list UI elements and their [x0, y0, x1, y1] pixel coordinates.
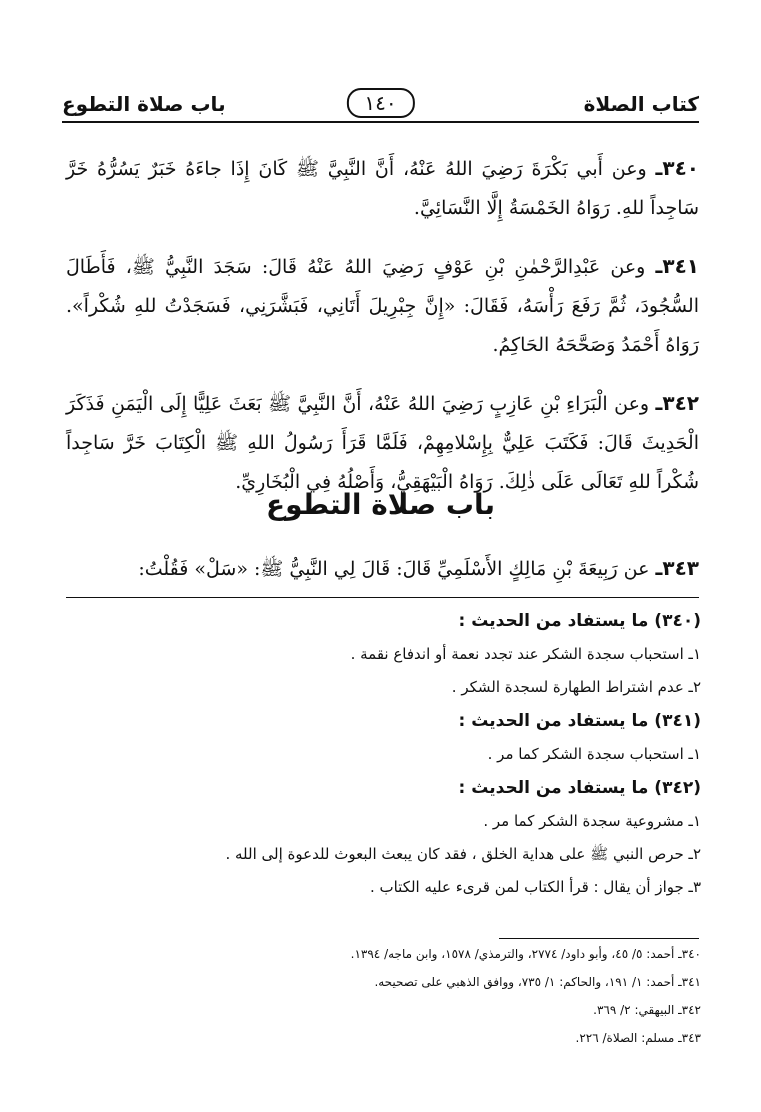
hadith-number: ٣٤٢ـ [655, 391, 699, 415]
benefits-block-342 [66, 771, 701, 904]
hadith-text: عن رَبِيعَةَ بْنِ مَالِكٍ الأَسْلَمِيِّ قَالَ: قَالَ لِي النَّبِيُّ ﷺ: «سَلْ» فَقُلْتُ: [138, 558, 650, 580]
benefits-section [66, 604, 701, 904]
hadith-number: ٣٤١ـ [655, 254, 699, 278]
hadith-number: ٣٤٣ـ [655, 556, 699, 580]
header-divider [62, 121, 699, 123]
benefits-block-341 [66, 704, 701, 771]
hadith-number: ٣٤٠ـ [655, 156, 699, 180]
hadith-text: وعن عَبْدِالرَّحْمٰنِ بْنِ عَوْفٍ رَضِيَ اللهُ عَنْهُ قَالَ: سَجَدَ النَّبِيُّ ﷺ، فَأَطَالَ السُّجُودَ، ثُمَّ رَفَعَ رَأْسَهُ، فَقَالَ: «إِنَّ جِبْرِيلَ أَتَانِي، فَبَشَّرَنِي، فَسَجَدْتُ للهِ شُكْراً». رَوَاهُ أَحْمَدُ وَصَحَّحَهُ الحَاكِمُ. [66, 256, 699, 356]
hadith-343 [66, 548, 699, 589]
benefit-item: ٢ـ حرص النبي ﷺ على هداية الخلق ، فقد كان يبعث البعوث للدعوة إلى الله . [225, 845, 701, 863]
hadith-text: وعن الْبَرَاءِ بْنِ عَازِبٍ رَضِيَ اللهُ عَنْهُ، أَنَّ النَّبِيَّ ﷺ بَعَثَ عَلِيًّا إِلَى الْيَمَنِ فَذَكَرَ الْحَدِيثَ قَالَ: فَكَتَبَ عَلِيٌّ بِإِسْلامِهِمْ، فَلَمَّا قَرَأَ رَسُولُ اللهِ ﷺ الْكِتَابَ خَرَّ سَاجِداً شُكْراً للهِ تَعَالَى عَلَى ذٰلِكَ. رَوَاهُ الْبَيْهَقِيُّ، وَأَصْلُهُ فِي الْبُخَارِيِّ. [66, 393, 699, 493]
hadith-text: وعن أَبي بَكْرَةَ رَضِيَ اللهُ عَنْهُ، أَنَّ النَّبِيَّ ﷺ كَانَ إِذَا جاءَهُ خَبَرٌ يَسُرُّهُ خَرَّ سَاجِداً للهِ. رَوَاهُ الخَمْسَةُ إِلَّا النَّسَائِيَّ. [66, 158, 699, 219]
footnote: ٣٤٢ـ البيهقي: ٢/ ٣٦٩. [593, 1003, 701, 1017]
book-title: كتاب الصلاة [583, 92, 699, 116]
hadith-340 [66, 149, 699, 228]
benefit-item: ١ـ مشروعية سجدة الشكر كما مر . [483, 812, 701, 830]
benefit-item: ٣ـ جواز أن يقال : قرأ الكتاب لمن قرىء عليه الكتاب . [369, 878, 701, 896]
section-divider [66, 597, 699, 598]
footnote: ٣٤١ـ أحمد: ١/ ١٩١، والحاكم: ١/ ٧٣٥، ووافق الذهبي على تصحيحه. [374, 975, 701, 989]
footnote-divider [499, 938, 699, 939]
benefits-heading: (٣٤١) ما يستفاد من الحديث : [458, 711, 701, 731]
hadith-342 [66, 384, 699, 502]
benefit-item: ٢ـ عدم اشتراط الطهارة لسجدة الشكر . [451, 678, 701, 696]
benefits-heading: (٣٤٢) ما يستفاد من الحديث : [458, 778, 701, 798]
benefit-item: ١ـ استحباب سجدة الشكر كما مر . [487, 745, 701, 763]
benefit-item: ١ـ استحباب سجدة الشكر عند تجدد نعمة أو اندفاع نقمة . [350, 645, 701, 663]
page-header [62, 84, 699, 124]
chapter-heading: باب صلاة التطوع [265, 488, 495, 521]
footnotes [66, 940, 701, 1052]
footnote: ٣٤٣ـ مسلم: الصلاة/ ٢٢٦. [575, 1031, 701, 1045]
hadith-341 [66, 247, 699, 365]
benefits-heading: (٣٤٠) ما يستفاد من الحديث : [458, 611, 701, 631]
footnote: ٣٤٠ـ أحمد: ٥/ ٤٥، وأبو داود/ ٢٧٧٤، والترمذي/ ١٥٧٨، وابن ماجه/ ١٣٩٤. [350, 947, 701, 961]
page-number: ١٤٠ [346, 88, 414, 118]
benefits-block-340 [66, 604, 701, 704]
hadith-list [66, 130, 699, 508]
running-chapter-title: باب صلاة التطوع [62, 92, 226, 116]
